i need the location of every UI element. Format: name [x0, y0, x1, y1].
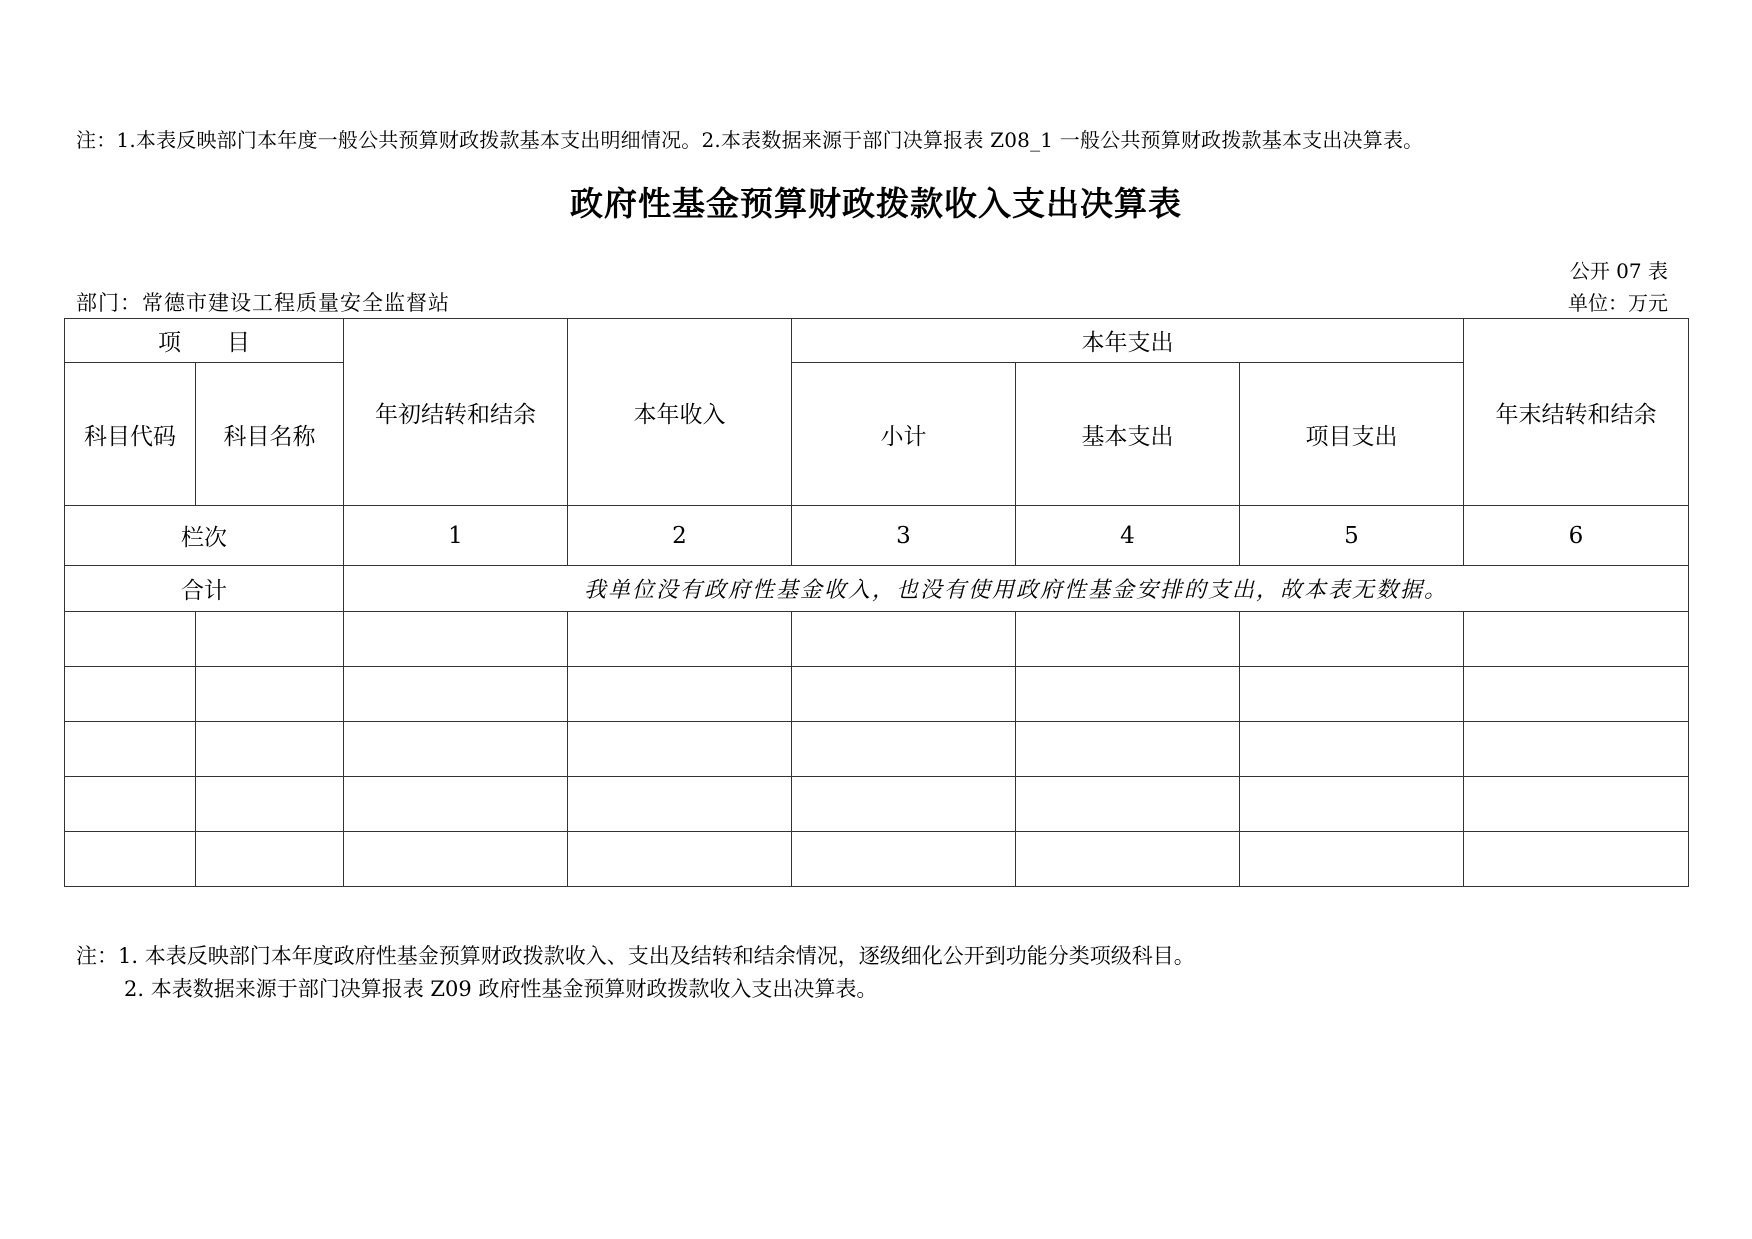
- header-basic: 基本支出: [1016, 363, 1240, 506]
- header-project: 项目支出: [1240, 363, 1464, 506]
- table-cell: [1240, 667, 1464, 722]
- table-cell: [792, 777, 1016, 832]
- table-cell: [65, 722, 196, 777]
- table-cell: [1016, 777, 1240, 832]
- table-cell: [1016, 667, 1240, 722]
- header-opening-balance: 年初结转和结余: [344, 319, 568, 506]
- table-row: [65, 667, 1689, 722]
- table-cell: [196, 832, 344, 887]
- header-income: 本年收入: [568, 319, 792, 506]
- table-cell: [1016, 612, 1240, 667]
- table-cell: [1464, 832, 1689, 887]
- table-cell: [568, 832, 792, 887]
- table-cell: [65, 612, 196, 667]
- bottom-notes: [76, 940, 1195, 1006]
- page-title: 政府性基金预算财政拨款收入支出决算表: [570, 184, 1182, 223]
- total-label: 合计: [65, 566, 344, 612]
- header-closing-balance: 年末结转和结余: [1464, 319, 1689, 506]
- table-cell: [568, 612, 792, 667]
- department-label: 部门：常德市建设工程质量安全监督站: [76, 291, 450, 315]
- table-cell: [568, 667, 792, 722]
- table-cell: [344, 722, 568, 777]
- table-cell: [1240, 612, 1464, 667]
- table-cell: [196, 777, 344, 832]
- header-name: 科目名称: [196, 363, 344, 506]
- table-cell: [1464, 722, 1689, 777]
- table-cell: [1464, 612, 1689, 667]
- bottom-note-2: 2. 本表数据来源于部门决算报表 Z09 政府性基金预算财政拨款收入支出决算表。: [124, 977, 878, 1001]
- unit-label: 单位：万元: [1568, 291, 1668, 315]
- table-cell: [65, 832, 196, 887]
- table-cell: [65, 777, 196, 832]
- table-cell: [1016, 832, 1240, 887]
- table-cell: [568, 777, 792, 832]
- total-row: [65, 566, 1689, 612]
- column-index: 3: [792, 506, 1016, 566]
- table-cell: [792, 832, 1016, 887]
- table-row: [65, 832, 1689, 887]
- table-cell: [196, 667, 344, 722]
- table-cell: [1016, 722, 1240, 777]
- column-index: 4: [1016, 506, 1240, 566]
- table-cell: [1464, 667, 1689, 722]
- column-index: 1: [344, 506, 568, 566]
- no-data-note: 我单位没有政府性基金收入，也没有使用政府性基金安排的支出，故本表无数据。: [344, 566, 1689, 612]
- table-cell: [196, 612, 344, 667]
- table-cell: [1240, 777, 1464, 832]
- table-row: [65, 612, 1689, 667]
- header-expenditure: 本年支出: [792, 319, 1464, 363]
- top-note: 注：1.本表反映部门本年度一般公共预算财政拨款基本支出明细情况。2.本表数据来源于部门决算报表 Z08_1 一般公共预算财政拨款基本支出决算表。: [76, 128, 1424, 152]
- table-cell: [1240, 722, 1464, 777]
- column-index-row: [65, 506, 1689, 566]
- bottom-note-1: 注：1. 本表反映部门本年度政府性基金预算财政拨款收入、支出及结转和结余情况，逐级细化公开到功能分类项级科目。: [76, 944, 1195, 968]
- table-cell: [1240, 832, 1464, 887]
- column-index-label: 栏次: [65, 506, 344, 566]
- column-index: 5: [1240, 506, 1464, 566]
- table-cell: [792, 612, 1016, 667]
- header-subtotal: 小计: [792, 363, 1016, 506]
- table-cell: [792, 667, 1016, 722]
- table-cell: [196, 722, 344, 777]
- table-cell: [792, 722, 1016, 777]
- header-code: 科目代码: [65, 363, 196, 506]
- table-cell: [65, 667, 196, 722]
- column-index: 6: [1464, 506, 1689, 566]
- table-cell: [344, 777, 568, 832]
- budget-table: [64, 318, 1689, 887]
- table-cell: [1464, 777, 1689, 832]
- header-item: 项 目: [65, 319, 344, 363]
- table-cell: [344, 832, 568, 887]
- table-row: [65, 722, 1689, 777]
- table-cell: [568, 722, 792, 777]
- column-index: 2: [568, 506, 792, 566]
- form-number: 公开 07 表: [1569, 259, 1668, 283]
- table-cell: [344, 612, 568, 667]
- table-row: [65, 777, 1689, 832]
- table-cell: [344, 667, 568, 722]
